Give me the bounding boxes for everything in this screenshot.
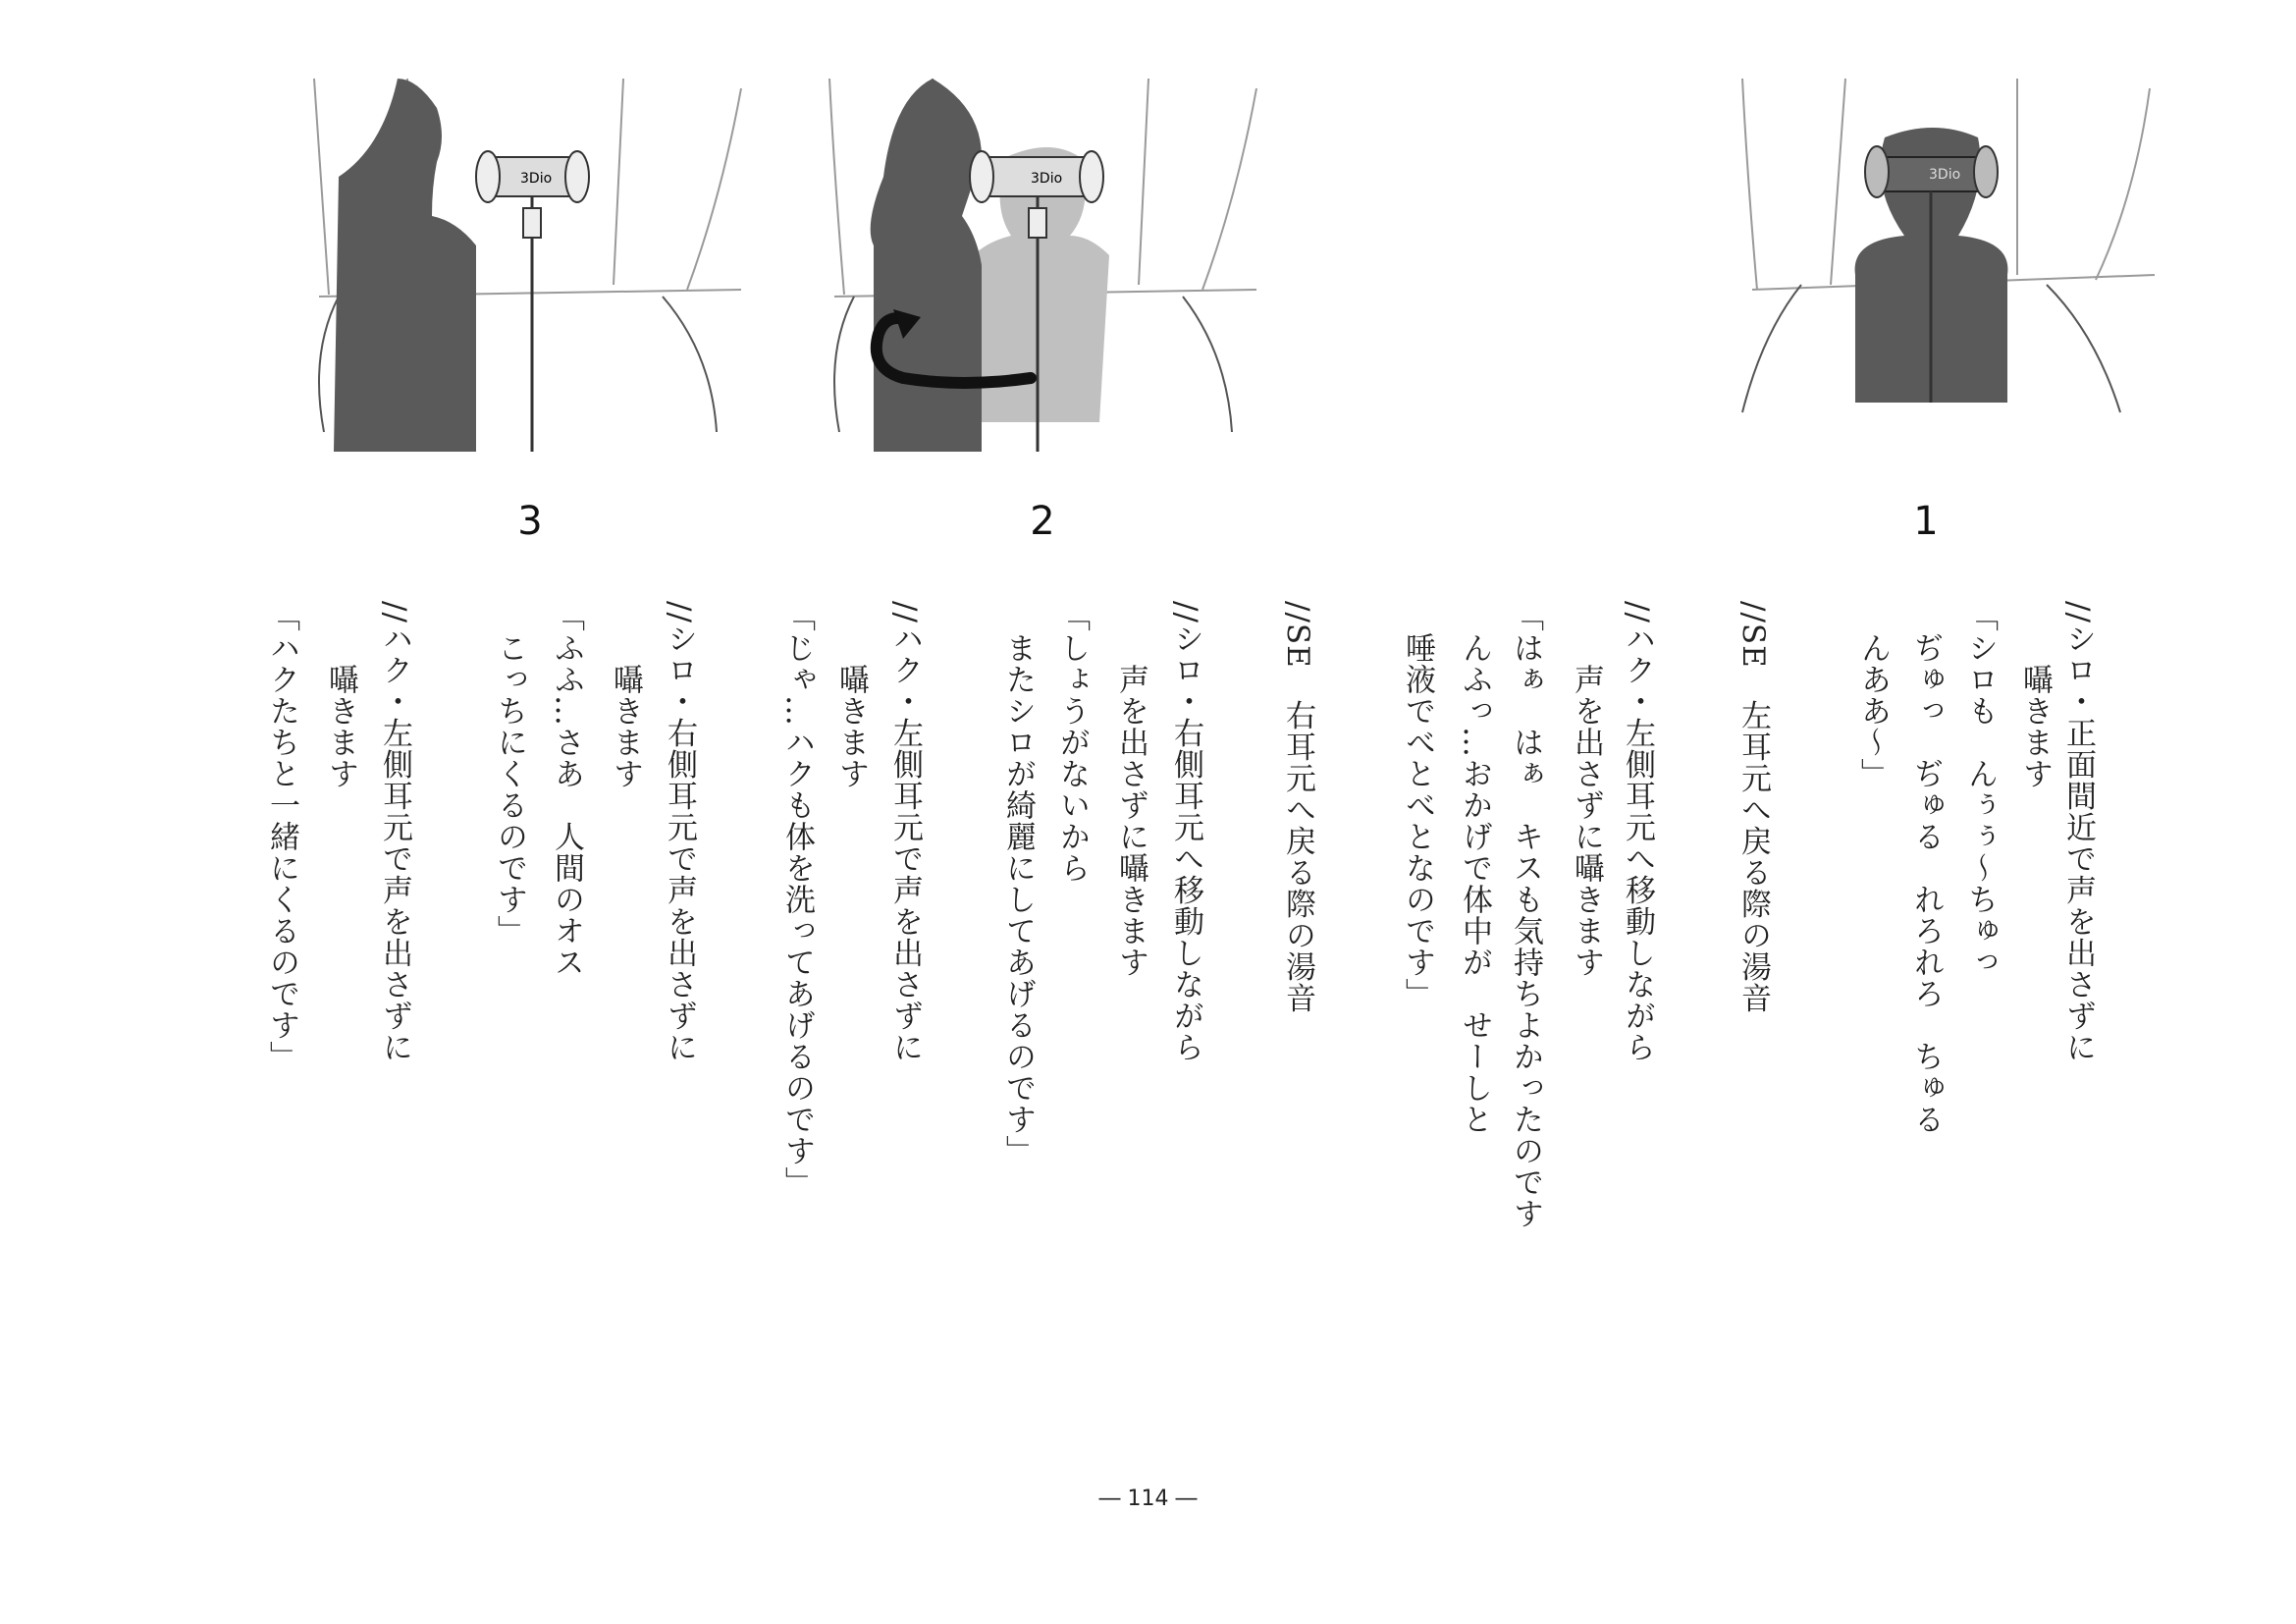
script-line: //ハク・左側耳元で声を出さずに [887, 601, 923, 1063]
script-line: 「しょうがないから [1054, 601, 1090, 884]
script-line: 囁きます [833, 601, 869, 789]
script-line: //SE 右耳元へ戻る際の湯音 [1280, 601, 1315, 1014]
script-line: ぢゅっ ぢゅる れろれろ ちゅる [1908, 601, 1944, 1135]
script-line: //SE 左耳元へ戻る際の湯音 [1735, 601, 1771, 1014]
figure-number-3: 3 [517, 499, 543, 544]
script-line: 「じゃ…ハクも体を洗ってあげるのです」 [779, 601, 815, 1198]
script-line: 唾液でべとべとなのです」 [1400, 601, 1435, 1009]
script-line: んふっ…おかげで体中が せーしと [1457, 601, 1492, 1135]
script-line: 「ハクたちと一緒にくるのです」 [264, 601, 299, 1072]
script-line: んああ〜」 [1855, 601, 1891, 789]
script-line: //ハク・左側耳元で声を出さずに [377, 601, 412, 1063]
listener-silhouette [334, 79, 476, 452]
script-line: 囁きます [608, 601, 643, 789]
script-line: 囁きます [2017, 601, 2053, 789]
script-line: 「ふふ…さあ 人間のオス [549, 601, 584, 978]
script-line: またシロが綺麗にしてあげるのです」 [1000, 601, 1036, 1166]
script-line: 「はぁ はぁ キスも気持ちよかったのです [1508, 601, 1543, 1229]
script-line: 声を出さずに囁きます [1113, 601, 1148, 978]
script-line: 「シロも んぅぅ〜ちゅっ [1962, 601, 1998, 978]
figure-number-2: 2 [1030, 499, 1055, 544]
page-number: ― 114 ― [1098, 1487, 1198, 1511]
script-line: 囁きます [323, 601, 358, 789]
script-line: //シロ・正面間近で声を出さずに [2060, 601, 2096, 1063]
svg-text:3Dio: 3Dio [1031, 171, 1063, 187]
illustration-1 [1723, 39, 2164, 461]
script-line: 声を出さずに囁きます [1569, 601, 1604, 978]
svg-text:3Dio: 3Dio [520, 171, 553, 187]
figure-number-1: 1 [1913, 499, 1939, 544]
illustration-2 [825, 39, 1266, 461]
svg-text:3Dio: 3Dio [1929, 167, 1961, 183]
script-line: こっちにくるのです」 [492, 601, 527, 947]
illustration-3 [309, 39, 751, 461]
script-line: //シロ・右側耳元へ移動しながら [1168, 601, 1203, 1063]
script-line: //シロ・右側耳元で声を出さずに [662, 601, 697, 1063]
script-line: //ハク・左側耳元へ移動しながら [1620, 601, 1655, 1063]
listener-silhouette [871, 79, 982, 452]
